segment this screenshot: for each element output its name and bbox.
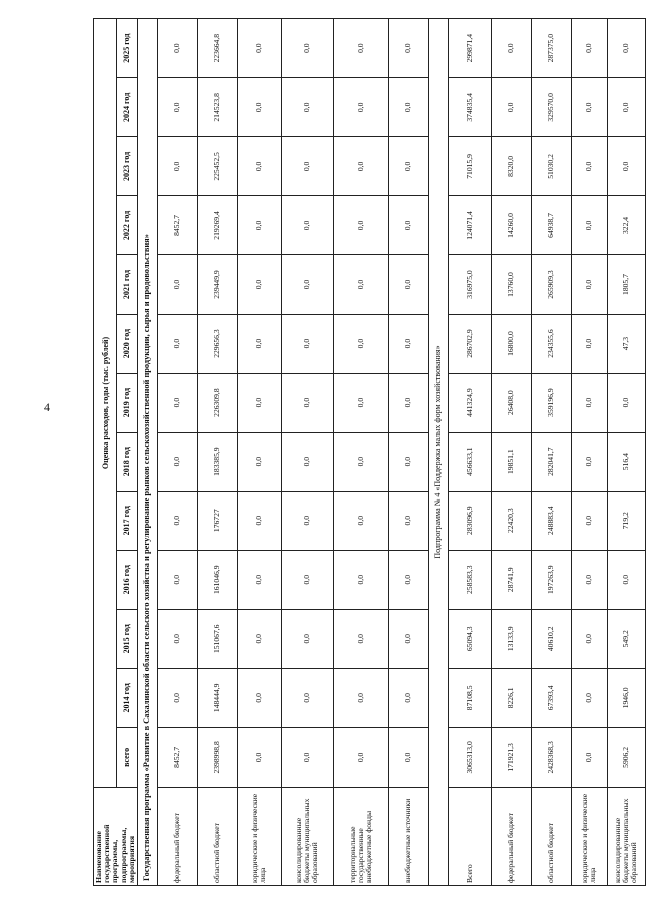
value-cell: 1946,0 <box>607 668 645 727</box>
value-cell: 0,0 <box>333 19 388 78</box>
value-cell: 234355,6 <box>531 314 571 373</box>
rotated-table-container <box>93 18 639 886</box>
value-cell: 0,0 <box>607 373 645 432</box>
table-row <box>197 19 237 886</box>
value-cell: 239449,9 <box>197 255 237 314</box>
value-cell: 229656,3 <box>197 314 237 373</box>
value-cell: 0,0 <box>388 668 428 727</box>
value-cell: 14260,0 <box>491 196 531 255</box>
row-label: консолидированные бюджеты муниципальных образований <box>281 787 333 885</box>
value-cell: 286702,9 <box>448 314 491 373</box>
value-cell: 65094,3 <box>448 609 491 668</box>
value-cell: 0,0 <box>333 137 388 196</box>
value-cell: 0,0 <box>571 373 607 432</box>
value-cell: 0,0 <box>388 727 428 787</box>
subprogram-title-row-text: Подпрограмма № 4 «Поддержка малых форм хозяйствования» <box>428 19 448 886</box>
expenditure-table <box>93 18 646 886</box>
header-year-5: 2018 год <box>117 432 138 491</box>
value-cell: 0,0 <box>237 78 281 137</box>
table-row <box>281 19 333 886</box>
value-cell: 71015,9 <box>448 137 491 196</box>
row-label: федеральный бюджет <box>157 787 197 885</box>
value-cell: 0,0 <box>388 255 428 314</box>
row-label: областной бюджет <box>197 787 237 885</box>
value-cell: 0,0 <box>491 19 531 78</box>
value-cell: 0,0 <box>281 373 333 432</box>
value-cell: 359196,9 <box>531 373 571 432</box>
value-cell: 0,0 <box>157 432 197 491</box>
row-label: юридические и физические лица <box>571 787 607 885</box>
value-cell: 51030,2 <box>531 137 571 196</box>
value-cell: 456633,1 <box>448 432 491 491</box>
value-cell: 0,0 <box>607 550 645 609</box>
header-year-8: 2021 год <box>117 255 138 314</box>
value-cell: 226309,8 <box>197 373 237 432</box>
value-cell: 0,0 <box>157 19 197 78</box>
value-cell: 0,0 <box>237 491 281 550</box>
header-year-11: 2024 год <box>117 78 138 137</box>
value-cell: 19851,1 <box>491 432 531 491</box>
value-cell: 329570,0 <box>531 78 571 137</box>
value-cell: 0,0 <box>388 137 428 196</box>
value-cell: 124071,4 <box>448 196 491 255</box>
value-cell: 0,0 <box>571 255 607 314</box>
value-cell: 183385,9 <box>197 432 237 491</box>
value-cell: 0,0 <box>157 609 197 668</box>
value-cell: 40610,2 <box>531 609 571 668</box>
row-label: территориальные государственные внебюджетные фонды <box>333 787 388 885</box>
value-cell: 151067,6 <box>197 609 237 668</box>
value-cell: 0,0 <box>157 668 197 727</box>
row-label: внебюджетные источники <box>388 787 428 885</box>
header-year-7: 2020 год <box>117 314 138 373</box>
value-cell: 374835,4 <box>448 78 491 137</box>
value-cell: 161046,9 <box>197 550 237 609</box>
header-year-0: всего <box>117 727 138 787</box>
value-cell: 67393,4 <box>531 668 571 727</box>
value-cell: 0,0 <box>281 78 333 137</box>
value-cell: 287375,0 <box>531 19 571 78</box>
header-year-1: 2014 год <box>117 668 138 727</box>
program-title-row <box>137 19 157 886</box>
value-cell: 0,0 <box>157 491 197 550</box>
value-cell: 0,0 <box>237 727 281 787</box>
value-cell: 176727 <box>197 491 237 550</box>
value-cell: 0,0 <box>281 727 333 787</box>
value-cell: 0,0 <box>281 137 333 196</box>
value-cell: 5906,2 <box>607 727 645 787</box>
subprogram-title-row <box>428 19 448 886</box>
value-cell: 0,0 <box>157 255 197 314</box>
value-cell: 0,0 <box>157 78 197 137</box>
header-year-3: 2016 год <box>117 550 138 609</box>
value-cell: 13760,0 <box>491 255 531 314</box>
value-cell: 0,0 <box>571 196 607 255</box>
value-cell: 549,2 <box>607 609 645 668</box>
value-cell: 22420,3 <box>491 491 531 550</box>
value-cell: 0,0 <box>157 373 197 432</box>
value-cell: 8320,0 <box>491 137 531 196</box>
value-cell: 1805,7 <box>607 255 645 314</box>
table-row <box>333 19 388 886</box>
value-cell: 223664,8 <box>197 19 237 78</box>
value-cell: 0,0 <box>491 78 531 137</box>
value-cell: 0,0 <box>388 491 428 550</box>
value-cell: 0,0 <box>607 78 645 137</box>
value-cell: 0,0 <box>237 19 281 78</box>
value-cell: 0,0 <box>607 137 645 196</box>
value-cell: 0,0 <box>281 668 333 727</box>
value-cell: 0,0 <box>281 255 333 314</box>
value-cell: 0,0 <box>237 255 281 314</box>
value-cell: 0,0 <box>237 314 281 373</box>
value-cell: 0,0 <box>333 609 388 668</box>
header-year-12: 2025 год <box>117 19 138 78</box>
program-title-row-text: Государственная программа «Развитие в Сахалинской области сельского хозяйства и регулирование рынков сельскохозяйственной продукции, сырья и продовольствия» <box>137 19 157 886</box>
value-cell: 64938,7 <box>531 196 571 255</box>
value-cell: 0,0 <box>571 78 607 137</box>
value-cell: 0,0 <box>157 314 197 373</box>
value-cell: 0,0 <box>237 668 281 727</box>
value-cell: 0,0 <box>333 78 388 137</box>
value-cell: 0,0 <box>388 314 428 373</box>
value-cell: 214523,8 <box>197 78 237 137</box>
value-cell: 171921,3 <box>491 727 531 787</box>
value-cell: 0,0 <box>333 432 388 491</box>
row-label: федеральный бюджет <box>491 787 531 885</box>
value-cell: 2428368,3 <box>531 727 571 787</box>
table-row <box>531 19 571 886</box>
table-body <box>137 19 645 886</box>
value-cell: 0,0 <box>281 19 333 78</box>
value-cell: 0,0 <box>607 19 645 78</box>
value-cell: 0,0 <box>333 668 388 727</box>
value-cell: 47,3 <box>607 314 645 373</box>
value-cell: 0,0 <box>388 78 428 137</box>
value-cell: 0,0 <box>157 550 197 609</box>
table-row <box>571 19 607 886</box>
value-cell: 3065313,0 <box>448 727 491 787</box>
value-cell: 0,0 <box>333 255 388 314</box>
header-year-2: 2015 год <box>117 609 138 668</box>
row-label: консолидированные бюджеты муниципальных образований <box>607 787 645 885</box>
value-cell: 0,0 <box>237 550 281 609</box>
row-label: юридические и физические лица <box>237 787 281 885</box>
value-cell: 26408,0 <box>491 373 531 432</box>
value-cell: 0,0 <box>571 727 607 787</box>
value-cell: 441324,9 <box>448 373 491 432</box>
value-cell: 0,0 <box>333 196 388 255</box>
value-cell: 13133,9 <box>491 609 531 668</box>
value-cell: 0,0 <box>281 314 333 373</box>
value-cell: 299871,4 <box>448 19 491 78</box>
value-cell: 0,0 <box>571 19 607 78</box>
table-row <box>388 19 428 886</box>
table-row <box>491 19 531 886</box>
header-year-4: 2017 год <box>117 491 138 550</box>
table-row <box>157 19 197 886</box>
value-cell: 0,0 <box>388 609 428 668</box>
value-cell: 0,0 <box>157 137 197 196</box>
value-cell: 248883,4 <box>531 491 571 550</box>
value-cell: 16800,0 <box>491 314 531 373</box>
value-cell: 0,0 <box>571 609 607 668</box>
value-cell: 0,0 <box>388 550 428 609</box>
value-cell: 8452,7 <box>157 196 197 255</box>
value-cell: 28741,9 <box>491 550 531 609</box>
value-cell: 225452,5 <box>197 137 237 196</box>
value-cell: 219269,4 <box>197 196 237 255</box>
header-years-row <box>117 19 138 886</box>
header-year-10: 2023 год <box>117 137 138 196</box>
value-cell: 316975,0 <box>448 255 491 314</box>
value-cell: 0,0 <box>333 314 388 373</box>
value-cell: 87108,5 <box>448 668 491 727</box>
value-cell: 265909,3 <box>531 255 571 314</box>
value-cell: 8452,7 <box>157 727 197 787</box>
value-cell: 719,2 <box>607 491 645 550</box>
value-cell: 148444,9 <box>197 668 237 727</box>
row-label: Всего <box>448 787 491 885</box>
table-row <box>448 19 491 886</box>
header-year-9: 2022 год <box>117 196 138 255</box>
table-row <box>607 19 645 886</box>
value-cell: 0,0 <box>388 196 428 255</box>
value-cell: 0,0 <box>571 550 607 609</box>
header-estimate: Оценка расходов, годы (тыс. рублей) <box>94 19 117 788</box>
value-cell: 0,0 <box>281 196 333 255</box>
table-row <box>237 19 281 886</box>
value-cell: 0,0 <box>571 668 607 727</box>
value-cell: 0,0 <box>571 314 607 373</box>
value-cell: 0,0 <box>237 432 281 491</box>
value-cell: 0,0 <box>281 550 333 609</box>
value-cell: 0,0 <box>388 432 428 491</box>
value-cell: 8226,1 <box>491 668 531 727</box>
value-cell: 0,0 <box>388 19 428 78</box>
value-cell: 197263,9 <box>531 550 571 609</box>
value-cell: 0,0 <box>388 373 428 432</box>
value-cell: 0,0 <box>333 550 388 609</box>
value-cell: 2398998,8 <box>197 727 237 787</box>
value-cell: 0,0 <box>237 137 281 196</box>
value-cell: 0,0 <box>333 727 388 787</box>
value-cell: 0,0 <box>333 373 388 432</box>
header-name-column: Наименование государственной программы, подпрограммы, мероприятия <box>94 787 138 885</box>
page-number: 4 <box>44 400 50 414</box>
value-cell: 282041,7 <box>531 432 571 491</box>
value-cell: 0,0 <box>571 137 607 196</box>
value-cell: 0,0 <box>237 373 281 432</box>
value-cell: 0,0 <box>281 609 333 668</box>
value-cell: 0,0 <box>237 196 281 255</box>
value-cell: 516,4 <box>607 432 645 491</box>
value-cell: 0,0 <box>281 491 333 550</box>
value-cell: 0,0 <box>237 609 281 668</box>
value-cell: 322,4 <box>607 196 645 255</box>
value-cell: 0,0 <box>281 432 333 491</box>
header-year-6: 2019 год <box>117 373 138 432</box>
value-cell: 0,0 <box>333 491 388 550</box>
value-cell: 0,0 <box>571 491 607 550</box>
row-label: областной бюджет <box>531 787 571 885</box>
value-cell: 283096,9 <box>448 491 491 550</box>
value-cell: 0,0 <box>571 432 607 491</box>
value-cell: 258583,3 <box>448 550 491 609</box>
